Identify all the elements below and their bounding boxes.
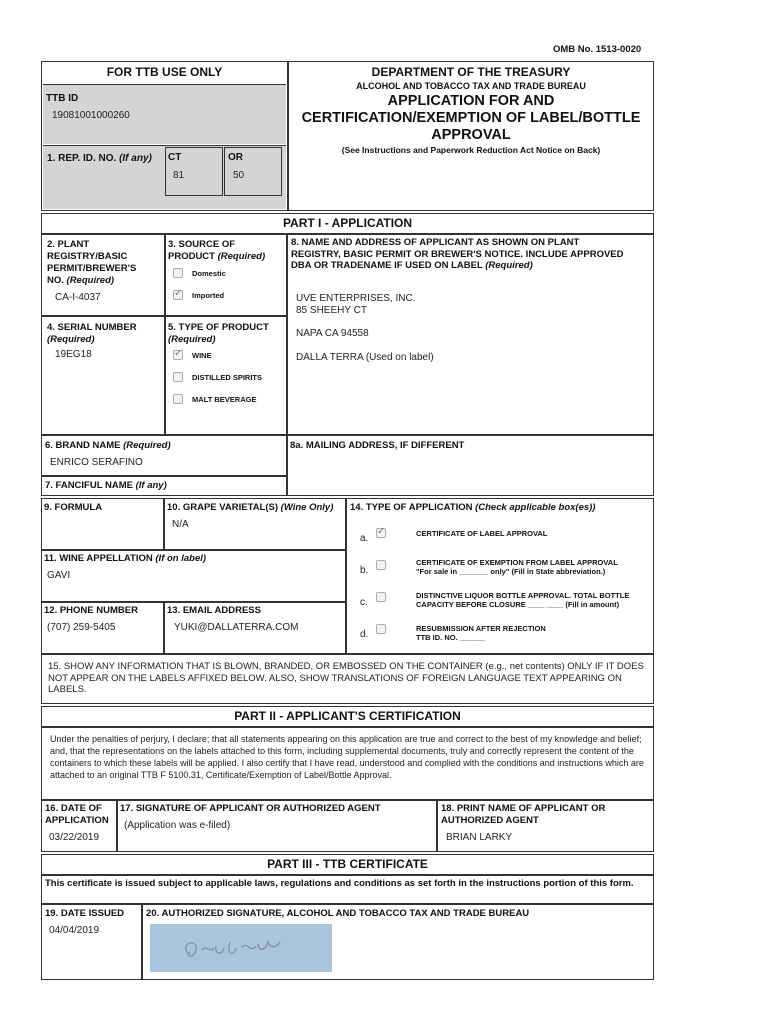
department-title: DEPARTMENT OF THE TREASURY [371,65,571,79]
field-3-label: 3. SOURCE OF PRODUCT (Required) [168,239,266,262]
field-6-label: 6. BRAND NAME (Required) [45,440,171,451]
ttb-use-title: FOR TTB USE ONLY [106,65,223,79]
applicant-address: UVE ENTERPRISES, INC. 85 SHEEHY CT [296,293,416,316]
domestic-label: Domestic [192,269,226,278]
omb-number: OMB No. 1513-0020 [553,44,642,55]
field-17-label: 17. SIGNATURE OF APPLICANT OR AUTHORIZED AGENT [120,803,381,814]
resubmission-checkbox[interactable] [376,624,386,634]
applicant-city: NAPA CA 94558 [296,328,369,339]
field-14-label: 14. TYPE OF APPLICATION (Check applicable box(es)) [350,502,596,513]
serial-number-value: 19EG18 [55,349,92,360]
ttb-id-label: TTB ID [46,93,79,104]
field-8a-label: 8a. MAILING ADDRESS, IF DIFFERENT [290,440,465,451]
malt-beverage-checkbox[interactable] [173,394,183,404]
or-label: OR [228,152,243,163]
email-value: YUKI@DALLATERRA.COM [174,622,299,633]
field-7-label: 7. FANCIFUL NAME (If any) [45,480,167,491]
distilled-spirits-checkbox[interactable] [173,372,183,382]
field-5-label: 5. TYPE OF PRODUCT (Required) [168,322,269,345]
instructions-note: (See Instructions and Paperwork Reduction Act Notice on Back) [341,145,601,155]
field-16-label: 16. DATE OF APPLICATION [45,803,109,826]
distinctive-bottle-text: DISTINCTIVE LIQUOR BOTTLE APPROVAL. TOTAL BOTTLE CAPACITY BEFORE CLOSURE ____ ____ (Fill in amount) [416,591,630,609]
certificate-text: This certificate is issued subject to applicable laws, regulations and conditions as set forth in the instructions portion of this form. [45,878,634,889]
part3-title: PART III - TTB CERTIFICATE [267,857,428,871]
signature-value: (Application was e-filed) [124,820,231,831]
field-11-label: 11. WINE APPELLATION (If on label) [44,553,207,564]
bureau-title: ALCOHOL AND TOBACCO TAX AND TRADE BUREAU [356,81,586,91]
label-approval-checkbox[interactable] [376,528,386,538]
field-13-label: 13. EMAIL ADDRESS [167,605,261,616]
wine-label: WINE [192,351,212,360]
certification-text: Under the penalties of perjury, I declare; that all statements appearing on this application are true and correct to the best of my knowledge and belief; and, that the representations on the labels attached to this form, including supplemental documents, truly and correctly represent the content of the containers to which these labels will be applied. I also certify that I have read, understood and complied with the conditions and instructions which are attached to an original TTB F 5100.31, Certificate/Exemption of Label/Bottle Approval. [50,734,644,780]
part2-title: PART II - APPLICANT'S CERTIFICATION [234,709,461,723]
field-19-label: 19. DATE ISSUED [45,908,125,919]
option-d-letter: d. [360,629,369,640]
field-4-label: 4. SERIAL NUMBER (Required) [47,322,137,345]
field-12-label: 12. PHONE NUMBER [44,605,138,616]
exemption-text: CERTIFICATE OF EXEMPTION FROM LABEL APPROVAL "For sale in _______ only" (Fill in State abbreviation.) [416,558,618,576]
plant-registry-value: CA-I-4037 [55,292,101,303]
field-15-text: 15. SHOW ANY INFORMATION THAT IS BLOWN, BRANDED, OR EMBOSSED ON THE CONTAINER (e.g., net contents) ONLY IF IT DOES NOT APPEAR ON THE LABELS AFFIXED BELOW. ALSO, SHOW TRANSLATIONS OF FOREIGN LANGUAGE TEXT APPEARING ON LABELS. [48,661,644,695]
exemption-checkbox[interactable] [376,560,386,570]
ttb-id-value: 19081001000260 [52,110,130,121]
domestic-checkbox[interactable] [173,268,183,278]
brand-name-value: ENRICO SERAFINO [50,457,143,468]
form-title-1: APPLICATION FOR AND [387,93,555,109]
application-date-value: 03/22/2019 [49,832,100,843]
rep-id-label: 1. REP. ID. NO. (If any) [47,153,152,164]
form-title-3: APPROVAL [431,127,511,143]
form-title-2: CERTIFICATION/EXEMPTION OF LABEL/BOTTLE [301,110,641,126]
field-9-label: 9. FORMULA [44,502,103,513]
ct-value: 81 [173,170,185,181]
resubmission-text: RESUBMISSION AFTER REJECTION TTB ID. NO. ______ [416,624,546,642]
option-c-letter: c. [360,597,368,608]
field-20-label: 20. AUTHORIZED SIGNATURE, ALCOHOL AND TOBACCO TAX AND TRADE BUREAU [146,908,530,919]
distilled-spirits-label: DISTILLED SPIRITS [192,373,263,382]
date-issued-value: 04/04/2019 [49,925,100,936]
authorized-signature-image [150,924,332,972]
field-8-label: 8. NAME AND ADDRESS OF APPLICANT AS SHOWN ON PLANT REGISTRY, BASIC PERMIT OR BREWER'S NOTICE. INCLUDE APPROVED DBA OR TRADENAME IF USED ON LABEL (Required) [291,237,624,271]
option-b-letter: b. [360,565,369,576]
grape-varietal-value: N/A [172,519,189,530]
imported-checkbox[interactable] [173,290,183,300]
or-value: 50 [233,170,245,181]
field-10-label: 10. GRAPE VARIETAL(S) (Wine Only) [167,502,334,513]
imported-label: Imported [192,291,225,300]
label-approval-text: CERTIFICATE OF LABEL APPROVAL [416,529,548,538]
applicant-dba: DALLA TERRA (Used on label) [296,352,434,363]
phone-number-value: (707) 259-5405 [47,622,116,633]
part1-title: PART I - APPLICATION [282,216,413,230]
option-a-letter: a. [360,533,369,544]
field-2-label: 2. PLANT REGISTRY/BASIC PERMIT/BREWER'S NO. (Required) [47,239,137,286]
distinctive-bottle-checkbox[interactable] [376,592,386,602]
malt-beverage-label: MALT BEVERAGE [192,395,257,404]
wine-checkbox[interactable] [173,350,183,360]
field-18-label: 18. PRINT NAME OF APPLICANT OR AUTHORIZED AGENT [441,803,606,826]
ct-label: CT [168,152,182,163]
wine-appellation-value: GAVI [47,570,71,581]
print-name-value: BRIAN LARKY [446,832,513,843]
